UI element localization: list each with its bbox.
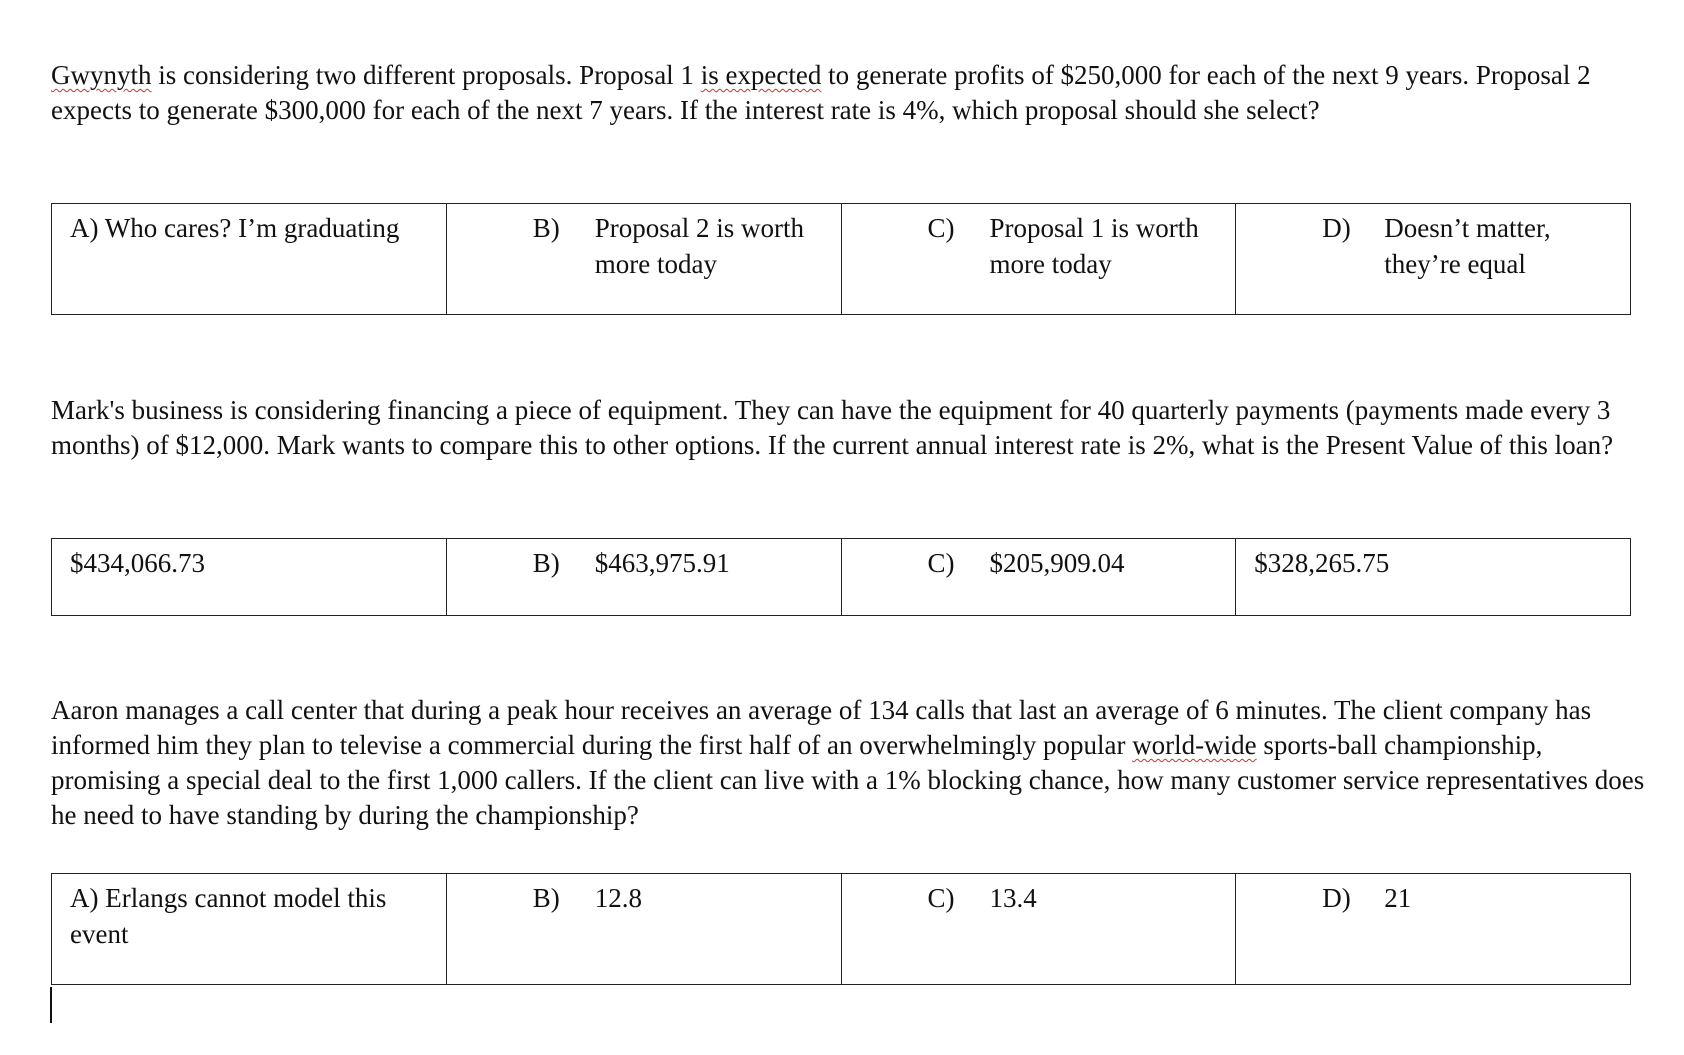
choice-cell-d [1236,204,1631,315]
choice-text: $463,975.91 [594,548,730,578]
choice-cell-d [1236,539,1631,616]
choice-cell-c [841,204,1236,315]
choice-cell-b [446,539,841,616]
choice-cell-a [52,539,447,616]
question-1-text: Gwynyth is considering two different proposals. Proposal 1 is expected to generate profits of $250,000 for each of the next 9 years. Proposal 2 expects to generate $300,000 for each of the next 7 years. If the interest rate is 4%, which proposal should she select? [51,60,1591,125]
spellcheck-word: Gwynyth [51,60,152,90]
question-2-text: Mark's business is considering financing a piece of equipment. They can have the equipment for 40 quarterly payments (payments made every 3 months) of $12,000. Mark wants to compare this to other options. If the current annual interest rate is 2%, what is the Present Value of this loan? [51,395,1614,460]
choice-text: Doesn’t matter, they’re equal [1384,213,1551,279]
choice-cell-b [446,874,841,985]
question-3-text: Aaron manages a call center that during a peak hour receives an average of 134 calls that last an average of 6 minutes. The client company has informed him they plan to televise a commercial during the first half of an overwhelmingly popular world-wide sports-ball championship, promising a special deal to the first 1,000 callers. If the client can live with a 1% blocking chance, how many customer service representatives does he need to have standing by during the championship? [51,695,1645,830]
text-cursor[interactable] [50,987,52,1023]
choice-letter: B) [532,883,560,913]
choice-cell-b [446,204,841,315]
choice-letter: C) [927,548,955,578]
choice-text: A) Who cares? I’m graduating [70,213,400,243]
question-2-choices-table [51,538,1631,616]
question-1-choices-table [51,203,1631,315]
choice-text: $328,265.75 [1254,548,1390,578]
choice-letter: C) [927,883,955,913]
choice-text: 12.8 [594,883,642,913]
choice-cell-d [1236,874,1631,985]
spellcheck-word: world-wide [1132,730,1257,760]
choice-text: Proposal 2 is worth more today [594,213,804,279]
choice-text: A) Erlangs cannot model this event [70,883,387,949]
choice-cell-a [52,874,447,985]
choice-letter: D) [1322,213,1351,243]
choice-letter: B) [532,548,560,578]
choice-text: $434,066.73 [70,548,205,578]
choice-text: 21 [1384,883,1412,913]
choice-letter: B) [532,213,560,243]
choice-text: Proposal 1 is worth more today [989,213,1199,279]
choice-letter: D) [1322,883,1351,913]
grammar-check-phrase: is expected [700,60,822,90]
choice-text: $205,909.04 [989,548,1125,578]
choice-cell-c [841,539,1236,616]
choice-letter: C) [927,213,955,243]
choice-text: 13.4 [989,883,1037,913]
question-3-choices-table [51,873,1631,985]
choice-cell-c [841,874,1236,985]
choice-cell-a [52,204,447,315]
